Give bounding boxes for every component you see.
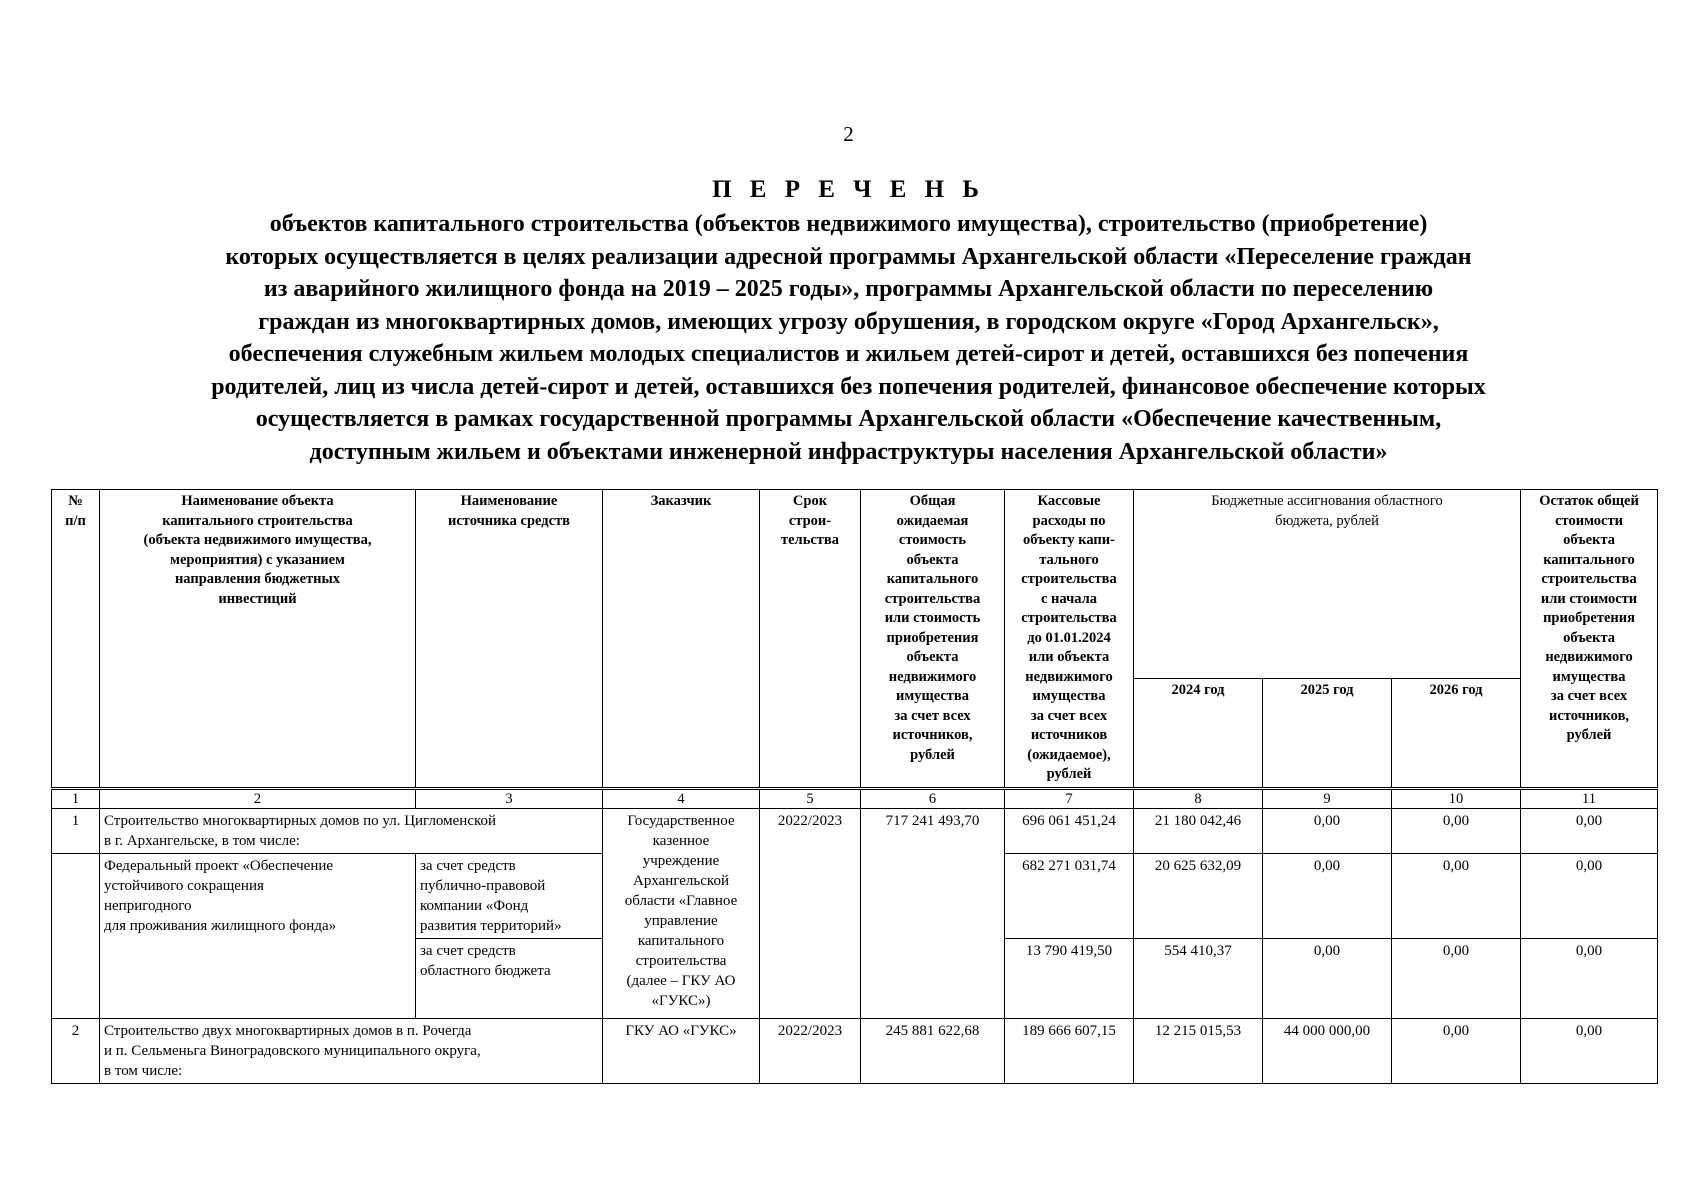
objects-table [51, 489, 1658, 1084]
subtitle-line: объектов капитального строительства (объектов недвижимого имущества), строительство (приобретение) [269, 211, 1428, 237]
table-header-row [52, 490, 1658, 679]
construction-term: 2022/2023 [760, 1018, 861, 1083]
header-object-name: Наименование объекта капитального строительства (объекта недвижимого имущества, мероприятия) с указанием направления бюджетных инвестиций [100, 490, 416, 789]
subtitle-line: доступным жильем и объектами инженерной инфраструктуры населения Архангельской области» [309, 438, 1388, 465]
header-cash-expenses: Кассовые расходы по объекту капи- тального строительства с начала строительства до 01.01.2024 или объекта недвижимого имущества за счет всех источников (ожидаемое), рублей [1005, 490, 1134, 789]
cash-expenses: 13 790 419,50 [1005, 938, 1134, 1018]
remainder: 0,00 [1521, 938, 1658, 1018]
object-name: Федеральный проект «Обеспечение устойчивого сокращения непригодного для проживания жилищного фонда» [100, 853, 416, 1018]
column-number: 8 [1134, 788, 1263, 808]
document-subtitle [100, 208, 1597, 468]
column-number: 4 [603, 788, 760, 808]
budget-2025: 44 000 000,00 [1263, 1018, 1392, 1083]
object-name: Строительство многоквартирных домов по ул. Цигломенской в г. Архангельске, в том числе: [100, 808, 603, 853]
budget-2026: 0,00 [1392, 938, 1521, 1018]
column-number: 6 [861, 788, 1005, 808]
budget-2026: 0,00 [1392, 808, 1521, 853]
subtitle-line: граждан из многоквартирных домов, имеющих угрозу обрушения, в городском округе «Город Архангельск», [258, 308, 1439, 335]
customer: ГКУ АО «ГУКС» [603, 1018, 760, 1083]
header-year-2025: 2025 год [1263, 678, 1392, 788]
header-year-2026: 2026 год [1392, 678, 1521, 788]
cash-expenses: 189 666 607,15 [1005, 1018, 1134, 1083]
header-source: Наименование источника средств [416, 490, 603, 789]
budget-2025: 0,00 [1263, 938, 1392, 1018]
row-num: 2 [52, 1018, 100, 1083]
subtitle-line: родителей, лиц из числа детей-сирот и детей, оставшихся без попечения родителей, финансовое обеспечение которых [211, 373, 1486, 400]
budget-2024: 20 625 632,09 [1134, 853, 1263, 938]
page-number: 2 [843, 122, 854, 146]
remainder: 0,00 [1521, 853, 1658, 938]
header-total-cost: Общая ожидаемая стоимость объекта капитального строительства или стоимость приобретения объекта недвижимого имущества за счет всех источников, рублей [861, 490, 1005, 789]
budget-2025: 0,00 [1263, 853, 1392, 938]
row-num-empty [52, 853, 100, 1018]
row-num: 1 [52, 808, 100, 853]
budget-2025: 0,00 [1263, 808, 1392, 853]
column-number: 7 [1005, 788, 1134, 808]
cash-expenses: 696 061 451,24 [1005, 808, 1134, 853]
header-year-2024: 2024 год [1134, 678, 1263, 788]
remainder: 0,00 [1521, 1018, 1658, 1083]
header-remainder: Остаток общей стоимости объекта капитального строительства или стоимости приобретения объекта недвижимого имущества за счет всех источников, рублей [1521, 490, 1658, 789]
subtitle-line: осуществляется в рамках государственной программы Архангельской области «Обеспечение качественным, [255, 406, 1442, 432]
subtitle-line: которых осуществляется в целях реализации адресной программы Архангельской области «Переселение граждан [225, 243, 1472, 270]
funding-source: за счет средств публично-правовой компании «Фонд развития территорий» [416, 853, 603, 938]
budget-2024: 554 410,37 [1134, 938, 1263, 1018]
column-number: 2 [100, 788, 416, 808]
document-title: П Е Р Е Ч Е Н Ь [712, 176, 985, 203]
subtitle-line: обеспечения служебным жильем молодых специалистов и жильем детей-сирот и детей, оставшихся без попечения [228, 341, 1469, 367]
header-customer: Заказчик [603, 490, 760, 789]
construction-term: 2022/2023 [760, 808, 861, 1018]
cash-expenses: 682 271 031,74 [1005, 853, 1134, 938]
remainder: 0,00 [1521, 808, 1658, 853]
table-row [52, 808, 1658, 853]
header-num: № п/п [52, 490, 100, 789]
budget-2024: 12 215 015,53 [1134, 1018, 1263, 1083]
budget-2026: 0,00 [1392, 1018, 1521, 1083]
funding-source: за счет средств областного бюджета [416, 938, 603, 1018]
column-number: 3 [416, 788, 603, 808]
column-numbers-row [52, 788, 1658, 808]
object-name: Строительство двух многоквартирных домов в п. Рочегда и п. Сельменьга Виноградовского муниципального округа, в том числе: [100, 1018, 603, 1083]
total-cost: 717 241 493,70 [861, 808, 1005, 1018]
budget-2024: 21 180 042,46 [1134, 808, 1263, 853]
column-number: 5 [760, 788, 861, 808]
header-term: Срок строи- тельства [760, 490, 861, 789]
column-number: 11 [1521, 788, 1658, 808]
subtitle-line: из аварийного жилищного фонда на 2019 – 2025 годы», программы Архангельской области по переселению [263, 276, 1434, 302]
total-cost: 245 881 622,68 [861, 1018, 1005, 1083]
customer: Государственное казенное учреждение Архангельской области «Главное управление капитального строительства (далее – ГКУ АО «ГУКС») [603, 808, 760, 1018]
header-budget-group: Бюджетные ассигнования областного бюджета, рублей [1134, 490, 1521, 679]
column-number: 9 [1263, 788, 1392, 808]
column-number: 10 [1392, 788, 1521, 808]
budget-2026: 0,00 [1392, 853, 1521, 938]
column-number: 1 [52, 788, 100, 808]
table-row [52, 1018, 1658, 1083]
